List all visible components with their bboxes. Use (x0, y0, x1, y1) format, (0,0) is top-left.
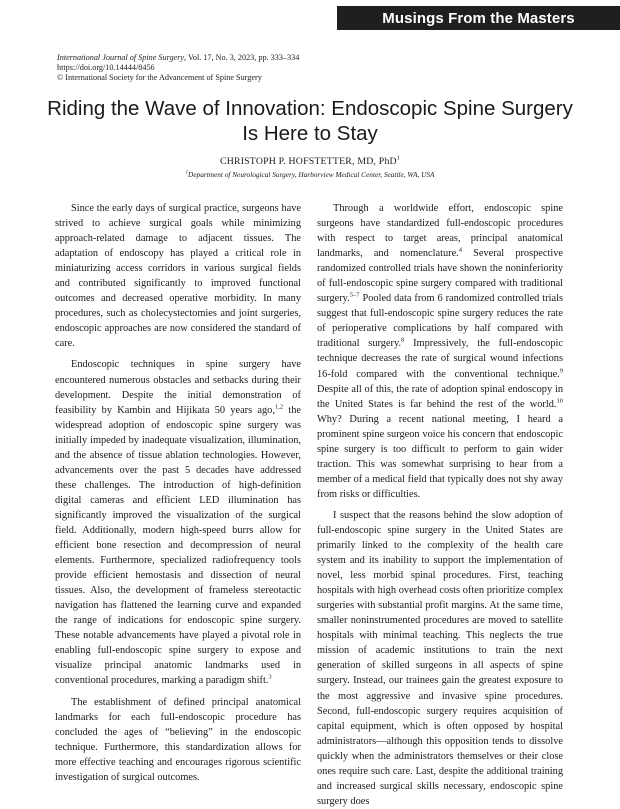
paragraph-text: Since the early days of surgical practice, surgeons have strived to achieve surgical goals while minimizing approach-related damage to adjacent tissues. The adaptation of endoscopy has played a critical role in miniaturizing access corridors in various surgical fields and contributed significantly to improved functional outcomes and decreased operative morbidity. In many procedures, such as cholecystectomies and joint surgeries, endoscopic approaches are now considered the standard of care. (55, 203, 301, 350)
right-column (317, 201, 563, 809)
citation-line (57, 53, 299, 63)
journal-name: International Journal of Spine Surgery (57, 53, 185, 62)
affiliation-marker: 1 (185, 170, 189, 176)
citation-ref[interactable]: 8 (401, 336, 405, 344)
citation-ref[interactable]: 9 (559, 367, 563, 375)
paragraph-text: Several prospective randomized controlled trials have shown the noninferiority of full-endoscopic spine surgery compared with traditional surgery. (317, 248, 563, 305)
article-title (30, 96, 590, 146)
citation-ref[interactable]: 10 (556, 397, 563, 405)
paragraph (55, 695, 301, 785)
affiliation-text: Department of Neurological Surgery, Harborview Medical Center, Seattle, WA, USA (188, 170, 435, 179)
paragraph-text: Why? During a recent national meeting, I heard a prominent spine surgeon voice his concern that endoscopic spine surgery is too difficult to perform to gain wider traction. This was somewhat surprising to hear from a member of a medical field that typically does not shy away from risks or difficulties. (317, 413, 563, 500)
paragraph (317, 201, 563, 502)
paragraph-text: Despite all of this, the rate of adoption spinal endoscopy in the United States is far behind the rest of the world. (317, 383, 563, 410)
paragraph-text: Pooled data from 6 randomized controlled trials suggest that full-endoscopic spine surgery reduces the rate of perioperative complications by half compared with traditional surgery. (317, 293, 563, 350)
citation-ref[interactable]: 3 (268, 674, 272, 682)
title-line-2: Is Here to Stay (242, 122, 378, 145)
copyright-line: © International Society for the Advancement of Spine Surgery (57, 73, 262, 82)
paragraph-text: Impressively, the full-endoscopic technique decreases the rate of surgical wound infections 16-fold compared with the conventional technique. (317, 338, 563, 380)
paragraph-text: I suspect that the reasons behind the slow adoption of full-endoscopic spine surgery in the United States are primarily linked to the complexity of the health care system and its inability to support the implementation of novel, less morbid spinal procedures. First, teaching hospitals with high overhead costs often prioritize complex surgeries with substantial profit margins. At the same time, smaller noninstrumented procedures are moved to satellite hospitals with minimal teaching. This neglects the true mission of academic institutions to train the next generation of skilled surgeons in all aspects of spine surgery. Instead, our trainees gain the greatest exposure to the most aggressive and invasive spine procedures. Second, full-endoscopic surgery requires acquisition of capital equipment, which is often opposed by hospital administrators—although this opposition tends to dissolve quickly when the administrators themselves or their close ones require such care. Last, despite the additional training and increased surgical skills necessary, endoscopic spine surgery does (317, 509, 563, 807)
paragraph (55, 201, 301, 351)
citation-ref[interactable]: 4 (458, 246, 463, 254)
paragraph (55, 357, 301, 688)
author-name: CHRISTOPH P. HOFSTETTER, MD, PhD (219, 156, 397, 167)
section-banner-label: Musings From the Masters (382, 9, 575, 27)
title-line-1: Riding the Wave of Innovation: Endoscopic Spine Surgery (47, 97, 573, 120)
paragraph-text: Endoscopic techniques in spine surgery have encountered numerous obstacles and setbacks during their development. Despite the initial demonstration of feasibility by Kambin and Hijikata 50 years ago, (55, 359, 301, 416)
left-column (55, 201, 301, 785)
citation-ref[interactable]: 1,2 (274, 403, 284, 411)
paragraph-text: Through a worldwide effort, endoscopic spine surgeons have standardized full-endoscopic procedures with respect to target areas, principal anatomical landmarks, and nomenclature. (317, 203, 563, 260)
author-affiliation-marker: 1 (396, 155, 401, 162)
author-line (0, 156, 620, 167)
paragraph-text: The establishment of defined principal anatomical landmarks for each full-endoscopic procedure has concluded the ages of “believing” in the endoscopic technique. Furthermore, this standardization allows for more effective teaching and encourages rigorous scientific investigation of surgical outcomes. (55, 696, 301, 783)
citation-ref[interactable]: 5–7 (349, 291, 360, 299)
citation-block (57, 53, 299, 83)
affiliation-line (0, 170, 620, 179)
doi-link[interactable]: https://doi.org/10.14444/8456 (57, 63, 155, 72)
paragraph (317, 508, 563, 809)
paragraph-text: the widespread adoption of endoscopic spine surgery was initially impeded by inadequate visualization, illumination, and the absence of tissue ablation technologies. However, advancements over the past 5 decades have addressed these challenges. The introduction of high-definition digital cameras and efficient LED illumination has significantly improved the visualization of the surgical field. Additionally, modern high-speed burrs allow for efficient bone resection and decompression of neural elements. Furthermore, specialized radiofrequency tools provide efficient hemostasis and dissection of neural tissues. Also, the development of frameless stereotactic navigation has flattened the learning curve and expanded the range of indications for endoscopic spine surgery. These notable advancements have played a pivotal role in enabling full-endoscopic spine surgery to expose and visualize principal anatomic landmarks used in conventional procedures, marking a paradigm shift. (55, 404, 301, 687)
section-banner (337, 6, 620, 30)
volume-pages: , Vol. 17, No. 3, 2023, pp. 333–334 (184, 53, 300, 62)
